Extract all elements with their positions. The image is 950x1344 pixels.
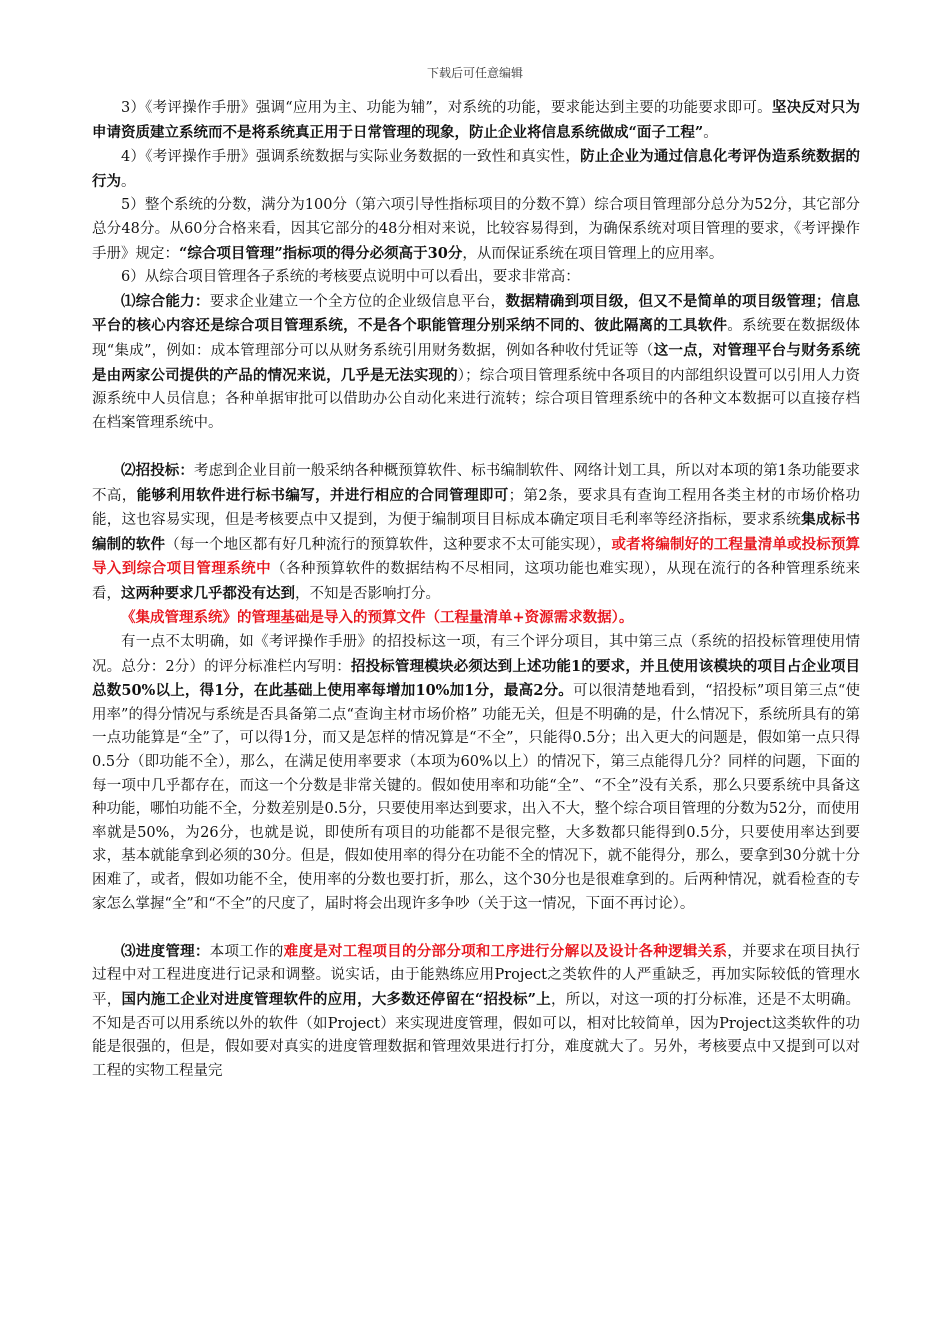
- paragraph-5: 5）整个系统的分数，满分为100分（第六项引导性指标项目的分数不算）综合项目管理部分总分为52分，其它部分总分48分。从60分合格来看，因其它部分的48分相对来说，比较容易得到，为确保系统对项目管理的要求，《考评操作手册》规定：“综合项目管理”指标项的得分必须高于30分，从而保证系统在项目管理上的应用率。: [92, 197, 860, 262]
- section-comprehensive-ability: ⑴综合能力：要求企业建立一个全方位的企业级信息平台，数据精确到项目级，但又不是简单的项目级管理；信息平台的核心内容还是综合项目管理系统，不是各个职能管理分别采纳不同的、彼此隔离的工具软件。系统要在数据级体现“集成”，例如：成本管理部分可以从财务系统引用财务数据，例如各种收付凭证等（这一点，对管理平台与财务系统是由两家公司提供的产品的情况来说，几乎是无法实现的）；综合项目管理系统中各项目的内部组织设置可以引用人力资源系统中人员信息；各种单据审批可以借助办公自动化来进行流转；综合项目管理系统中的各种文本数据可以直接存档在档案管理系统中。: [92, 292, 861, 431]
- section-bidding: ⑵招投标：考虑到企业目前一般采纳各种概预算软件、标书编制软件、网络计划工具，所以对本项的第1条功能要求不高，能够利用软件进行标书编写，并进行相应的合同管理即可；第2条，要求具有查询工程用各类主材的市场价格功能，这也容易实现，但是考核要点中又提到，为便于编制项目目标成本确定项目毛利率等经济指标，要求系统集成标书编制的软件（每一个地区都有好几种流行的预算软件，这种要求不太可能实现），或者将编制好的工程量清单或投标预算导入到综合项目管理系统中（各种预算软件的数据结构不尽相同，这项功能也难实现），从现在流行的各种管理系统来看，这两种要求几乎都没有达到，不知是否影响打分。: [92, 461, 861, 602]
- paragraph-6: 6）从综合项目管理各子系统的考核要点说明中可以看出，要求非常高：: [121, 269, 580, 286]
- document-body: [92, 96, 860, 1083]
- paragraph-4: 4）《考评操作手册》强调系统数据与实际业务数据的一致性和真实性，防止企业为通过信息化考评伪造系统数据的行为。: [92, 148, 860, 190]
- paragraph-gap: [92, 916, 860, 940]
- paragraph-gap: [92, 435, 860, 459]
- paragraph-3: 3）《考评操作手册》强调“应用为主、功能为辅”，对系统的功能，要求能达到主要的功能要求即可。坚决反对只为申请资质建立系统而不是将系统真正用于日常管理的现象，防止企业将信息系统做成“面子工程”。: [92, 99, 860, 141]
- red-highlight-paragraph: 《集成管理系统》的管理基础是导入的预算文件（工程量清单+资源需求数据）。: [121, 609, 634, 627]
- page-header: 下载后可任意编辑: [426, 66, 523, 80]
- paragraph-unclear-scoring: 有一点不太明确，如《考评操作手册》的招投标这一项，有三个评分项目，其中第三点（系统的招投标管理使用情况。总分：2分）的评分标准栏内写明：招投标管理模块必须达到上述功能1的要求，并且使用该模块的项目占企业项目总数50%以上，得1分，在此基础上使用率每增加10%加1分，最高2分。可以很清楚地看到，“招投标”项目第三点“使用率”的得分情况与系统是否具备第二点“查询主材市场价格” 功能无关，但是不明确的是，什么情况下，系统所具有的第一点功能算是“全”了，可以得1分，而又是怎样的情况算是“不全”，只能得0.5分；出入更大的问题是，假如第一点只得0.5分（即功能不全），那么，在满足使用率要求（本项为60%以上）的情况下，第三点能得几分？同样的问题，下面的每一项中几乎都存在，而这一个分数是非常关键的。假如使用率和功能“全”、“不全”没有关系，那么只要系统中具备这种功能，哪怕功能不全，分数差别是0.5分，只要使用率达到要求，出入不大，整个综合项目管理的分数为52分，而使用率就是50%，为26分，也就是说，即使所有项目的功能都不是很完整，大多数都只能得到0.5分，只要使用率达到要求，基本就能拿到必须的30分。但是，假如使用率的得分在功能不全的情况下，就不能得分，那么，要拿到30分就十分困难了，或者，假如功能不全，使用率的分数也要打折，那么，这个30分也是很难拿到的。后两种情况，就看检查的专家怎么掌握“全”和“不全”的尺度了，届时将会出现许多争吵（关于这一情况，下面不再讨论）。: [92, 634, 860, 912]
- section-schedule-management: ⑶进度管理：本项工作的难度是对工程项目的分部分项和工序进行分解以及设计各种逻辑关系，并要求在项目执行过程中对工程进度进行记录和调整。说实话，由于能熟练应用Project之类软件的人严重缺乏，再加实际较低的管理水平，国内施工企业对进度管理软件的应用，大多数还停留在“招投标”上，所以，对这一项的打分标准，还是不太明确。不知是否可以用系统以外的软件（如Project）来实现进度管理，假如可以，相对比较简单，因为Project这类软件的功能是很强的，但是，假如要对真实的进度管理数据和管理效果进行打分，难度就大了。另外，考核要点中又提到可以对工程的实物工程量完: [92, 942, 861, 1079]
